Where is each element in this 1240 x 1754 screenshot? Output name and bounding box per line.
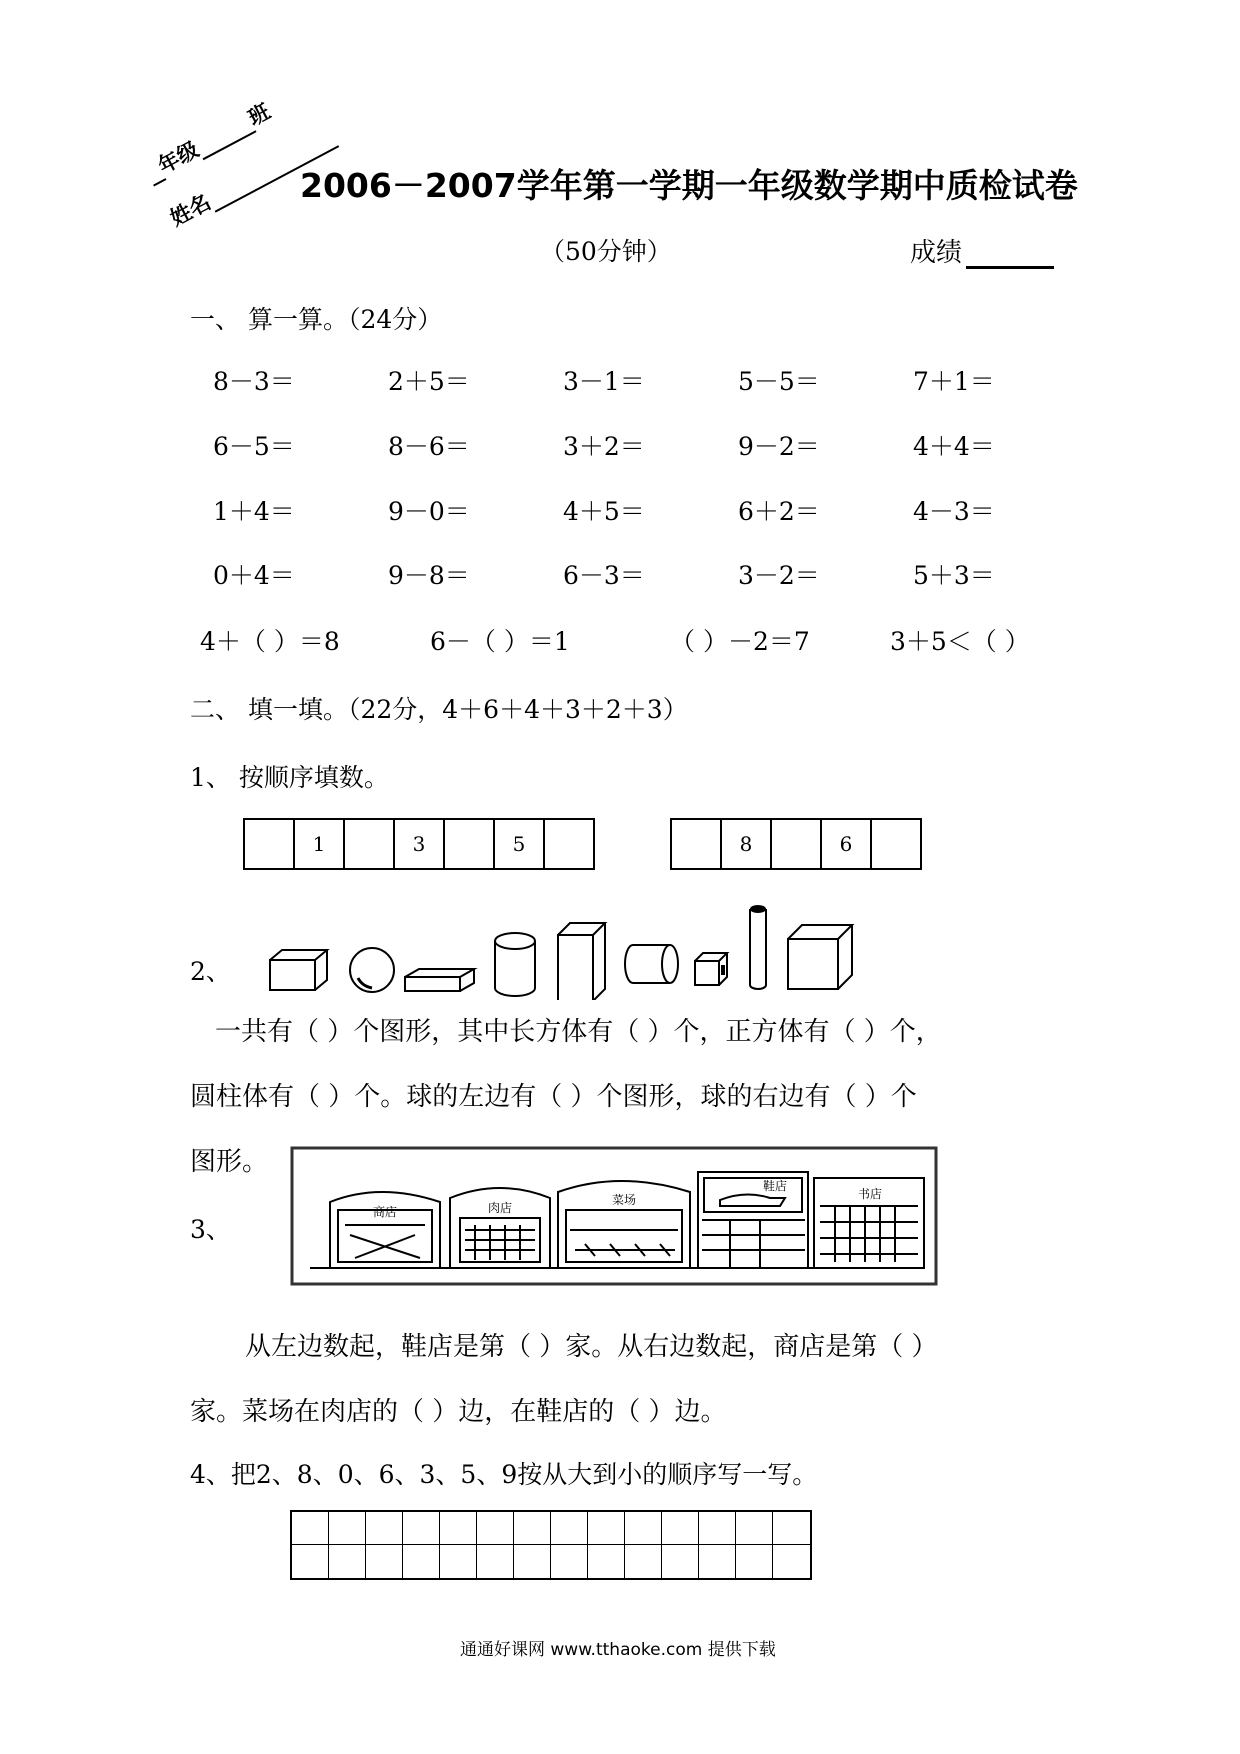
grid-cell[interactable] <box>514 1512 551 1545</box>
section2-heading: 二、 填一填。（22分，4＋6＋4＋3＋2＋3） <box>190 695 688 724</box>
sequence-cell[interactable] <box>672 820 722 868</box>
grid-cell[interactable] <box>440 1545 477 1578</box>
grid-cell[interactable] <box>366 1512 403 1545</box>
equation: 6－3＝ <box>563 561 645 590</box>
grid-cell[interactable] <box>699 1545 736 1578</box>
grid-cell[interactable] <box>625 1545 662 1578</box>
grid-cell[interactable] <box>477 1545 514 1578</box>
q2-text-3: 图形。 <box>190 1147 269 1177</box>
grid-cell[interactable] <box>736 1512 773 1545</box>
q3-text-2: 家。菜场在肉店的（ ）边，在鞋店的（ ）边。 <box>190 1397 727 1427</box>
cuboid-thin-icon <box>405 969 474 991</box>
sequence-box-a <box>243 818 595 870</box>
grade-line: 年级班 <box>140 75 315 187</box>
grid-cell[interactable] <box>292 1512 329 1545</box>
equation: 9－8＝ <box>388 561 470 590</box>
side-info <box>140 75 339 233</box>
grid-cell[interactable] <box>440 1512 477 1545</box>
grid-cell[interactable] <box>551 1545 588 1578</box>
grid-cell[interactable] <box>403 1545 440 1578</box>
sequence-cell[interactable]: 1 <box>295 820 345 868</box>
street-illustration <box>290 1140 940 1290</box>
grid-cell[interactable] <box>551 1512 588 1545</box>
cuboid-tall-icon <box>558 923 605 1000</box>
grid-cell[interactable] <box>736 1545 773 1578</box>
equation: 9－0＝ <box>388 497 470 526</box>
grid-cell[interactable] <box>588 1512 625 1545</box>
cylinder-lying-icon <box>625 945 678 983</box>
equation: 3－2＝ <box>738 561 820 590</box>
score-field: 成绩 <box>910 232 1054 269</box>
sequence-cell[interactable]: 6 <box>822 820 872 868</box>
exam-title: 2006－2007学年第一学期一年级数学期中质检试卷 <box>300 166 1078 205</box>
equation: 6＋2＝ <box>738 497 820 526</box>
equation: 1＋4＝ <box>213 497 295 526</box>
grid-cell[interactable] <box>662 1512 699 1545</box>
exam-duration: （50分钟） <box>540 237 672 266</box>
store-name-3: 菜场 <box>611 1193 637 1207</box>
grid-cell[interactable] <box>477 1512 514 1545</box>
grid-cell[interactable] <box>514 1545 551 1578</box>
sequence-cell[interactable]: 8 <box>722 820 772 868</box>
equation: 9－2＝ <box>738 432 820 461</box>
sequence-box-b <box>670 818 922 870</box>
q3-label: 3、 <box>190 1215 231 1244</box>
equation: 4＋5＝ <box>563 497 645 526</box>
equation: 3＋2＝ <box>563 432 645 461</box>
equation: 8－3＝ <box>213 367 295 396</box>
score-blank[interactable] <box>966 240 1054 269</box>
q2-text-1: 一共有（ ）个图形，其中长方体有（ ）个，正方体有（ ）个， <box>215 1017 942 1047</box>
name-line: 姓名 <box>164 120 339 232</box>
store-name-1: 商店 <box>372 1205 398 1219</box>
store-name-4: 鞋店 <box>762 1179 788 1193</box>
sequence-cell[interactable]: 5 <box>495 820 545 868</box>
sequence-cell[interactable] <box>245 820 295 868</box>
fill-in-equation: （ ）－2＝7 <box>670 627 810 656</box>
store-name-2: 肉店 <box>487 1201 513 1215</box>
equation: 4＋4＝ <box>913 432 995 461</box>
grid-cell[interactable] <box>773 1545 810 1578</box>
cylinder-icon <box>495 933 535 996</box>
equation: 6－5＝ <box>213 432 295 461</box>
grid-cell[interactable] <box>292 1545 329 1578</box>
fill-in-equation: 4＋（ ）＝8 <box>200 627 340 656</box>
sphere-icon <box>350 948 394 992</box>
cylinder-tall-icon <box>750 905 766 989</box>
sequence-cell[interactable] <box>772 820 822 868</box>
q1-label: 1、 按顺序填数。 <box>190 763 389 792</box>
sequence-cell[interactable]: 3 <box>395 820 445 868</box>
cuboid-flat-icon <box>270 950 327 990</box>
equation: 0＋4＝ <box>213 561 295 590</box>
grid-cell[interactable] <box>366 1545 403 1578</box>
store-2 <box>450 1188 550 1268</box>
equation: 7＋1＝ <box>913 367 995 396</box>
equation: 8－6＝ <box>388 432 470 461</box>
grid-cell[interactable] <box>329 1545 366 1578</box>
shapes-row <box>260 895 900 1000</box>
store-1 <box>330 1192 440 1268</box>
grid-cell[interactable] <box>662 1545 699 1578</box>
equation: 5－5＝ <box>738 367 820 396</box>
answer-grid[interactable] <box>290 1510 812 1580</box>
store-4 <box>698 1172 808 1268</box>
q2-label: 2、 <box>190 957 231 986</box>
footer-credit: 通通好课网 www.tthaoke.com 提供下载 <box>460 1640 776 1660</box>
store-name-5: 书店 <box>857 1187 883 1201</box>
fill-in-equation: 6－（ ）＝1 <box>430 627 570 656</box>
cube-icon <box>788 925 852 989</box>
cube-small-icon <box>695 953 727 985</box>
q3-text-1: 从左边数起，鞋店是第（ ）家。从右边数起，商店是第（ ） <box>245 1332 938 1362</box>
grid-cell[interactable] <box>329 1512 366 1545</box>
q4-label: 4、把2、8、0、6、3、5、9按从大到小的顺序写一写。 <box>190 1460 818 1489</box>
equation: 4－3＝ <box>913 497 995 526</box>
fill-in-equation: 3＋5＜（ ） <box>890 627 1030 656</box>
grid-cell[interactable] <box>773 1512 810 1545</box>
q2-text-2: 圆柱体有（ ）个。球的左边有（ ）个图形，球的右边有（ ）个 <box>190 1082 917 1112</box>
sequence-cell[interactable] <box>872 820 920 868</box>
grid-cell[interactable] <box>699 1512 736 1545</box>
sequence-cell[interactable] <box>345 820 395 868</box>
sequence-cell[interactable] <box>545 820 593 868</box>
grid-cell[interactable] <box>403 1512 440 1545</box>
grid-cell[interactable] <box>588 1545 625 1578</box>
grid-cell[interactable] <box>625 1512 662 1545</box>
sequence-cell[interactable] <box>445 820 495 868</box>
section1-heading: 一、 算一算。（24分） <box>190 305 443 334</box>
equation: 3－1＝ <box>563 367 645 396</box>
equation: 2＋5＝ <box>388 367 470 396</box>
equation: 5＋3＝ <box>913 561 995 590</box>
